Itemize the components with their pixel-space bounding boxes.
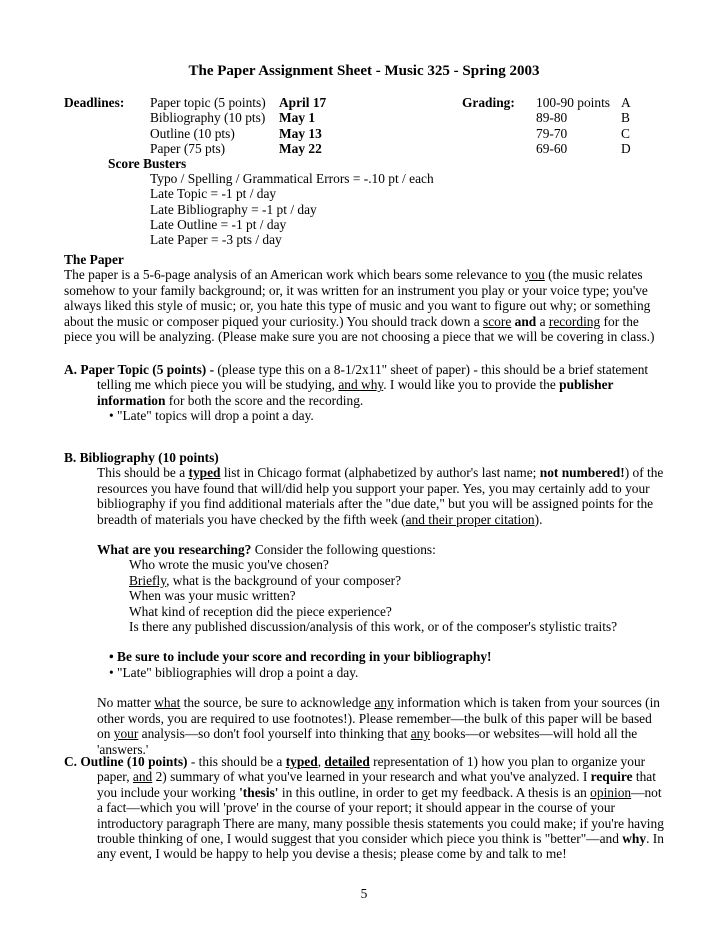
- score-buster-item: Late Paper = -3 pts / day: [150, 232, 282, 248]
- deadline-dates: [279, 95, 326, 156]
- section-heading: The Paper: [64, 252, 124, 267]
- question-item: Is there any published discussion/analysis of this work, or of the composer's stylistic traits?: [129, 619, 618, 635]
- deadline-names: [150, 95, 266, 156]
- section-heading: C. Outline (10 points): [64, 754, 188, 769]
- research-intro: What are you researching? Consider the following questions:: [97, 542, 436, 558]
- question-item: Who wrote the music you've chosen?: [129, 557, 329, 573]
- grading-letter: D: [621, 140, 631, 156]
- score-buster-item: Late Outline = -1 pt / day: [150, 216, 287, 232]
- bullet-item: • Be sure to include your score and recording in your bibliography!: [109, 649, 492, 665]
- grading-range: 100-90 points: [536, 95, 611, 110]
- score-busters-heading: Score Busters: [108, 156, 187, 171]
- section-heading: A. Paper Topic (5 points) -: [64, 362, 215, 377]
- deadline-date: April 17: [279, 95, 327, 110]
- deadline-item: Paper topic (5 points): [150, 95, 266, 110]
- score-busters-list: [150, 171, 434, 247]
- section-outline: [64, 754, 668, 862]
- deadline-item: Paper (75 pts): [150, 140, 226, 156]
- bullet-item: • "Late" topics will drop a point a day.: [109, 408, 314, 424]
- section-heading: B. Bibliography (10 points): [64, 450, 219, 465]
- section-the-paper: [64, 252, 668, 344]
- section-bibliography: [64, 450, 668, 757]
- deadline-item: Bibliography (10 pts): [150, 110, 266, 126]
- deadline-date: May 22: [279, 140, 322, 156]
- grading-letters: [621, 95, 631, 156]
- paragraph: No matter what the source, be sure to acknowledge any information which is taken from your sources (in other words, you are required to use footnotes!). Please remember—the bulk of this paper will be based on your analysis—so don't fool yourself into thinking that any books—or websites—will hold all the 'answers.': [97, 695, 660, 757]
- question-item: What kind of reception did the piece experience?: [129, 603, 392, 619]
- paragraph: The paper is a 5-6-page analysis of an American work which bears some relevance to you (the music relates somehow to your family background; or, it was written for an instrument you play or your voice type; you've always liked this style of music; or, you hate this type of music and you want to figure out why; or something about the music or composer piqued your curiosity.) You should track down a score and a recording for the piece you will be analyzing. (Please make sure you are not choosing a piece that we will be covering in class.): [64, 267, 655, 345]
- paragraph: A. Paper Topic (5 points) - (please type this on a 8-1/2x11" sheet of paper) - this should be a brief statement telling me which piece you will be studying, and why. I would like you to provide the publisher information for both the score and the recording.: [64, 362, 649, 408]
- document-page: The Paper Assignment Sheet - Music 325 - Spring 2003 Deadlines: Paper topic (5 points) Bibliography (10 pts) Outline (10 pts) Paper (75 pts) April 17 May 1 May 13 May 22 Grading: 100-90 points 89-80 79-70 69-60 A B C D Score Busters Typo / Spelling / Grammatical Errors = -.10 pt / each Late Topic = -1 pt / day Late Bibliography = -1 pt / day Late Outline = -1 pt / day Late Paper = -3 pts / day The Paper The paper is a 5-6-page analysis of an American work which bears some relevance to you (the music relates somehow to your family background; or, it was written for an instrument you play or your voice type; you've always liked this style of music; or, you hate this type of music and you want to figure out why; or something about the music or composer piqued your curiosity.) You should track down a score and a recording for the piece you will be analyzing. (Please make sure you are not choosing a piece that we will be covering in class.) A. Paper Topic (5 points) - (please type this on a 8-1/2x11" sheet of paper) - this should be a brief statement telling me which piece you will be studying, and why. I would like you to provide the publisher information for both the score and the recording. • "Late" topics will drop a point a day. B. Bibliography (10 points) This should be a typed list in Chicago format (alphabetized by author's last name; not numbered!) of the resources you have found that will/did help you support your paper. Yes, you may certainly add to your bibliography if you find additional materials after the "due date," but you will be assigned points for the breadth of materials you have checked by the fifth week (and their proper citation). What are you researching? Consider the following questions: Who wrote the music you've chosen? Briefly, what is the background of your composer? When was your music written? What kind of reception did the piece experience? Is there any published discussion/analysis of this work, or of the composer's stylistic traits? • Be sure to include your score and recording in your bibliography! • "Late" bibliographies will drop a point a day. No matter what the source, be sure to acknowledge any information which is taken from your sources (in other words, you are required to use footnotes!). Please remember—the bulk of this paper will be based on your analysis—so don't fool yourself into thinking that any books—or websites—will hold all the 'answers.' C. Outline (10 points) - this should be a typed, detailed representation of 1) how you plan to organize your paper, and 2) summary of what you've learned in your research and what you've analyzed. I require that you include your working 'thesis' in this outline, in order to get my feedback. A thesis is an opinion—not a fact—which you will 'prove' in the course of your report; it should appear in the course of your introductory paragraph There are many, many possible thesis statements you could make; if you're having trouble thinking of one, I would suggest that you consider which piece you think is "better"—and why. In any event, I would be happy to help you devise a thesis; please come by and talk to me! 5: [0, 0, 728, 942]
- question-item: When was your music written?: [129, 588, 296, 604]
- paragraph: This should be a typed list in Chicago format (alphabetized by author's last name; not numbered!) of the resources you have found that will/did help you support your paper. Yes, you may certainly add to your bibliography if you find additional materials after the "due date," but you will be assigned points for the breadth of materials you have checked by the fifth week (and their proper citation).: [97, 465, 664, 527]
- deadline-date: May 1: [279, 110, 316, 126]
- deadline-date: May 13: [279, 125, 322, 141]
- bullet-item: • "Late" bibliographies will drop a point a day.: [109, 664, 359, 680]
- grading-ranges: [536, 95, 610, 156]
- grading-letter: B: [621, 110, 630, 126]
- grading-letter: A: [621, 95, 631, 110]
- deadlines-label: Deadlines: [64, 95, 120, 110]
- score-buster-item: Late Topic = -1 pt / day: [150, 186, 277, 202]
- grading-letter: C: [621, 125, 630, 141]
- score-buster-item: Typo / Spelling / Grammatical Errors = -.10 pt / each: [150, 171, 434, 186]
- page-number: 5: [360, 886, 368, 901]
- section-paper-topic: [64, 362, 668, 424]
- score-buster-item: Late Bibliography = -1 pt / day: [150, 201, 317, 217]
- grading-range: 79-70: [536, 125, 568, 141]
- grading-range: 89-80: [536, 110, 568, 126]
- grading-label: Grading: [462, 95, 511, 110]
- paragraph: C. Outline (10 points) - this should be a typed, detailed representation of 1) how you plan to organize your paper, and 2) summary of what you've learned in your research and what you've analyzed. I require that you include your working 'thesis' in this outline, in order to get my feedback. A thesis is an opinion—not a fact—which you will 'prove' in the course of your report; it should appear in the course of your introductory paragraph There are many, many possible thesis statements you could make; if you're having trouble thinking of one, I would suggest that you consider which piece you think is "better"—and why. In any event, I would be happy to help you devise a thesis; please come by and talk to me!: [64, 754, 664, 862]
- grading-range: 69-60: [536, 140, 568, 156]
- deadline-item: Outline (10 pts): [150, 125, 235, 141]
- question-item: Briefly, what is the background of your composer?: [129, 572, 402, 588]
- page-title: The Paper Assignment Sheet - Music 325 - Spring 2003: [188, 63, 540, 79]
